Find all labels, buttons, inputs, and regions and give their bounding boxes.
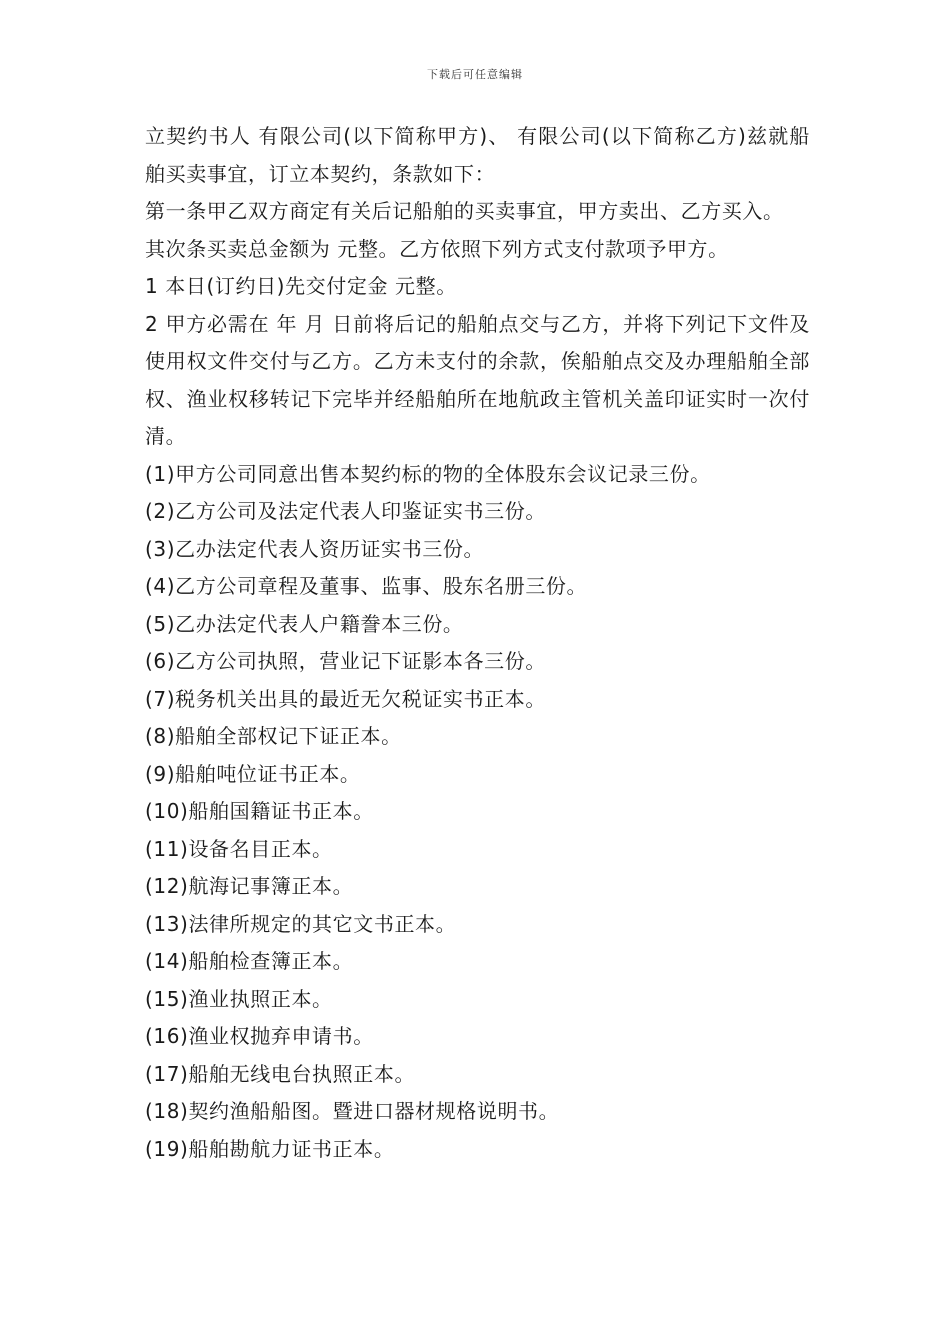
paragraph-clause-1: 1 本日(订约日)先交付定金 元整。	[145, 274, 457, 298]
list-item-13: (13)法律所规定的其它文书正本。	[145, 911, 457, 936]
list-item-18: (18)契约渔船船图。暨进口器材规格说明书。	[145, 1099, 560, 1123]
list-item-19: (19)船舶勘航力证书正本。	[145, 1136, 395, 1161]
list-item-14: (14)船舶检查簿正本。	[145, 949, 354, 973]
paragraph-article-1: 第一条甲乙双方商定有关后记船舶的买卖事宜，甲方卖出、乙方买入。	[145, 199, 784, 223]
contract-body	[145, 118, 810, 1168]
list-item-1: (1)甲方公司同意出售本契约标的物的全体股东会议记录三份。	[145, 461, 711, 486]
paragraph-article-2: 其次条买卖总金额为 元整。乙方依照下列方式支付款项予甲方。	[145, 236, 729, 261]
list-item-8: (8)船舶全部权记下证正本。	[145, 724, 402, 748]
list-item-7: (7)税务机关出具的最近无欠税证实书正本。	[145, 686, 546, 711]
list-item-9: (9)船舶吨位证书正本。	[145, 761, 361, 786]
list-item-11: (11)设备名目正本。	[145, 836, 333, 861]
list-item-16: (16)渔业权抛弃申请书。	[145, 1024, 374, 1048]
list-item-6: (6)乙方公司执照，营业记下证影本各三份。	[145, 649, 546, 673]
list-item-2: (2)乙方公司及法定代表人印鉴证实书三份。	[145, 499, 546, 523]
header-note: 下载后可任意编辑	[427, 68, 523, 81]
paragraph-clause-2: 2 甲方必需在 年 月 日前将后记的船舶点交与乙方，并将下列记下文件及使用权文件交付与乙方。乙方未支付的余款，俟船舶点交及办理船舶全部权、渔业权移转记下完毕并经船舶所在地航政主管机关盖印证实时一次付清。	[145, 311, 810, 448]
list-item-17: (17)船舶无线电台执照正本。	[145, 1061, 416, 1086]
paragraph-intro: 立契约书人 有限公司(以下简称甲方)、 有限公司(以下简称乙方)兹就船舶买卖事宜，订立本契约，条款如下：	[145, 124, 810, 186]
list-item-5: (5)乙办法定代表人户籍誊本三份。	[145, 611, 464, 636]
list-item-15: (15)渔业执照正本。	[145, 986, 333, 1011]
list-item-10: (10)船舶国籍证书正本。	[145, 799, 374, 823]
list-item-4: (4)乙方公司章程及董事、监事、股东名册三份。	[145, 574, 588, 598]
list-item-3: (3)乙办法定代表人资历证实书三份。	[145, 536, 485, 561]
list-item-12: (12)航海记事簿正本。	[145, 874, 354, 898]
